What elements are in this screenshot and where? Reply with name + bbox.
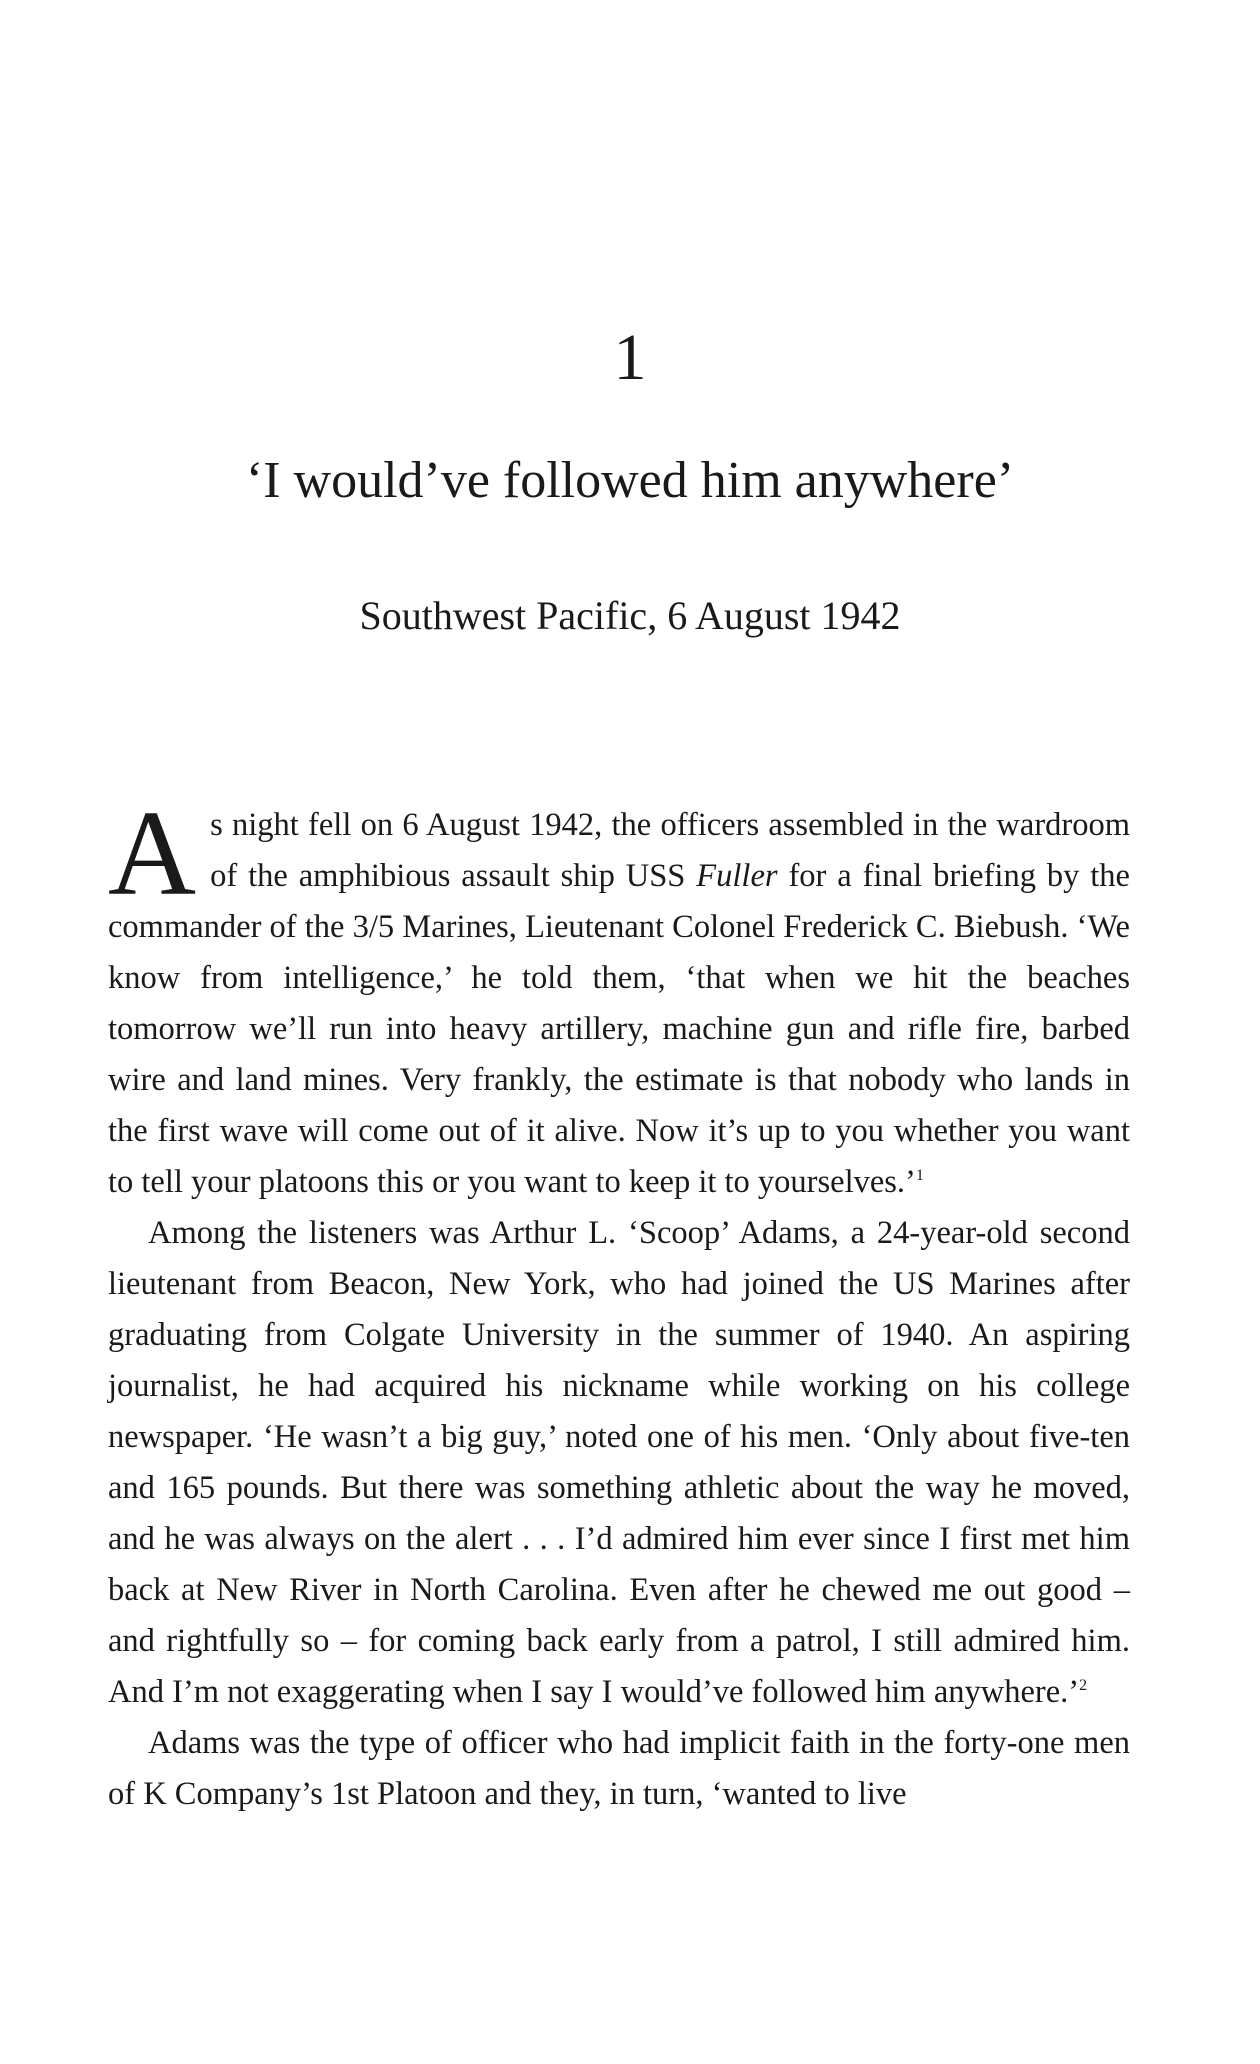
- body-text: [108, 786, 1130, 1820]
- paragraph-1-text-b: for a final briefing by the commander of the 3/5 Marines, Lieutenant Colonel Frederick C. Biebush. ‘We know from intelligence,’ he told them, ‘that when we hit the beaches tomorrow we’ll run into heavy artillery, machine gun and rifle fire, barbed wire and land mines. Very frankly, the estimate is that nobody who lands in the first wave will come out of it alive. Now it’s up to you whether you want to tell your platoons this or you want to keep it to yourselves.’: [108, 858, 1130, 1200]
- chapter-number: 1: [613, 321, 647, 394]
- footnote-marker-1: 1: [915, 1167, 924, 1185]
- paragraph-2: [108, 1208, 1130, 1718]
- paragraph-3-text: Adams was the type of officer who had implicit faith in the forty-one men of K Company’s 1st Platoon and they, in turn, ‘wanted to live: [108, 1725, 1130, 1812]
- footnote-marker-2: 2: [1079, 1677, 1088, 1695]
- paragraph-1: [108, 786, 1130, 1208]
- paragraph-2-text: Among the listeners was Arthur L. ‘Scoop’ Adams, a 24-year-old second lieutenant from Beacon, New York, who had joined the US Marines after graduating from Colgate University in the summer of 1940. An aspiring journalist, he had acquired his nickname while working on his college newspaper. ‘He wasn’t a big guy,’ noted one of his men. ‘Only about five-ten and 165 pounds. But there was something athletic about the way he moved, and he was always on the alert . . . I’d admired him ever since I first met him back at New River in North Carolina. Even after he chewed me out good – and rightfully so – for coming back early from a patrol, I still admired him. And I’m not exaggerating when I say I would’ve followed him anywhere.’: [108, 1215, 1130, 1710]
- ship-name: Fuller: [696, 858, 778, 894]
- paragraph-1-text-a: s night fell on 6 August 1942, the officers assembled in the wardroom of the amphibious assault ship USS: [210, 807, 1130, 894]
- chapter-subtitle: Southwest Pacific, 6 August 1942: [359, 593, 901, 638]
- paragraph-3: [108, 1718, 1130, 1820]
- chapter-title: ‘I would’ve followed him anywhere’: [245, 452, 1015, 509]
- drop-cap: A: [108, 786, 197, 921]
